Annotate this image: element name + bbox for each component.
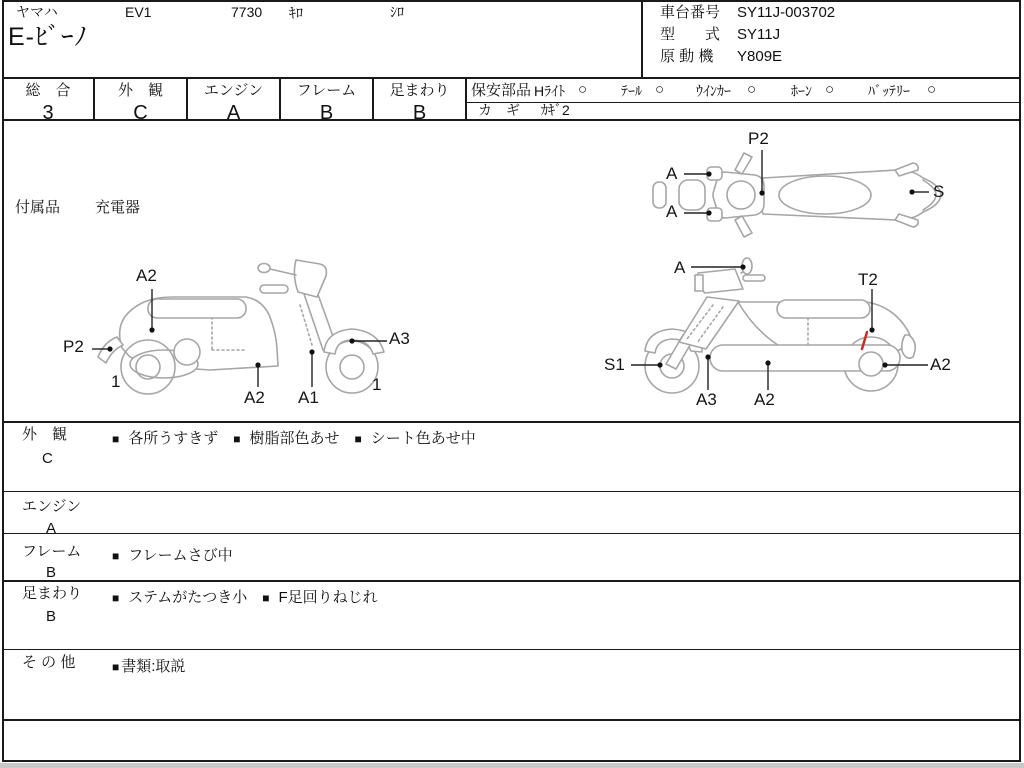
- safety-item-headlight: Hﾗｲﾄ: [534, 83, 566, 99]
- color-code: ｼﾛ: [390, 4, 404, 20]
- scooter-top-view-art: [645, 128, 975, 243]
- check-circle-icon: ○: [747, 81, 757, 98]
- condition-comments: [112, 427, 476, 448]
- bullet-icon: ■: [112, 591, 120, 605]
- condition-label-undercarriage: 足まわり: [22, 585, 83, 602]
- damage-label: A2: [244, 388, 265, 407]
- grade-value: 3: [42, 102, 54, 124]
- grade-cell-undercarriage: [374, 79, 465, 124]
- check-circle-icon: ○: [825, 81, 835, 98]
- section-line: [2, 580, 1020, 582]
- grade-label: 足まわり: [389, 82, 450, 99]
- safety-item-battery: ﾊﾞｯﾃﾘｰ: [868, 83, 910, 99]
- mileage-unit: ｷﾛ: [289, 5, 303, 21]
- maker-name: ヤマハ: [16, 4, 58, 20]
- key-value: ｶｷﾞ2: [541, 102, 570, 118]
- scooter-right-side-art: [595, 245, 1015, 420]
- type-value: SY11J: [737, 26, 781, 43]
- grade-label: フレーム: [296, 82, 357, 99]
- grade-label: エンジン: [203, 82, 264, 99]
- model-code: EV1: [125, 4, 152, 20]
- comment-item: [112, 655, 185, 676]
- damage-label: A1: [298, 388, 319, 407]
- safety-item-winker: ｳｲﾝｶｰ: [696, 83, 731, 99]
- bullet-icon: ■: [262, 591, 270, 605]
- condition-label-engine: エンジン: [22, 498, 82, 515]
- damage-label: A2: [136, 266, 157, 285]
- section-line: [2, 491, 1020, 492]
- safety-item-tail: ﾃｰﾙ: [621, 83, 642, 99]
- damage-label: P2: [748, 129, 769, 148]
- safety-item-horn: ﾎｰﾝ: [791, 83, 812, 99]
- grade-cell-exterior: [95, 79, 186, 124]
- damage-label: S: [933, 182, 945, 201]
- damage-label: S1: [604, 355, 625, 374]
- border-top: [2, 0, 1020, 2]
- damage-label: A2: [754, 390, 775, 409]
- condition-label-exterior: 外 観: [22, 426, 68, 443]
- comment-item: [112, 427, 218, 448]
- section-line: [2, 533, 1020, 534]
- condition-grade: A: [46, 520, 57, 537]
- grade-value: B: [412, 102, 427, 124]
- grade-cell-overall: [3, 79, 93, 124]
- section-line: [2, 421, 1020, 423]
- accessories-value: 充電器: [95, 199, 141, 216]
- section-line: [2, 649, 1020, 650]
- damage-label: A: [666, 202, 678, 221]
- condition-grade: B: [46, 608, 57, 625]
- comment-text: フレームさび中: [128, 547, 233, 564]
- grade-label: 外 観: [117, 82, 163, 99]
- comment-text: 各所うすきず: [128, 430, 219, 447]
- comment-item: [233, 427, 339, 448]
- type-label: 型 式: [660, 26, 721, 43]
- accessories-label: 付属品: [15, 199, 61, 216]
- footer-strip: [0, 763, 1024, 768]
- damage-label: A2: [930, 355, 951, 374]
- key-label: カ ギ: [478, 102, 520, 118]
- scooter-right-side-diagram: [595, 245, 1015, 420]
- scooter-left-side-diagram: [60, 245, 480, 420]
- border-right: [1019, 0, 1021, 762]
- bullet-icon: ■: [354, 432, 362, 446]
- engine-label: 原 動 機: [660, 48, 714, 65]
- comment-text: F足回りねじれ: [278, 589, 378, 606]
- comment-text: 書類:取説: [121, 658, 186, 675]
- mileage-value: 7730: [231, 4, 263, 20]
- grade-value: C: [133, 102, 148, 124]
- grade-label: 総 合: [25, 82, 71, 99]
- bullet-icon: ■: [112, 549, 120, 563]
- header-divider: [641, 0, 643, 77]
- check-circle-icon: ○: [655, 81, 665, 98]
- grade-value: A: [226, 102, 241, 124]
- damage-label: T2: [858, 270, 878, 289]
- damage-label: A: [666, 164, 678, 183]
- border-bottom: [2, 760, 1020, 762]
- section-line: [2, 719, 1020, 721]
- condition-label-frame: フレーム: [22, 543, 82, 560]
- bullet-icon: ■: [112, 432, 120, 446]
- chassis-label: 車台番号: [660, 4, 721, 21]
- damage-label: A: [674, 258, 686, 277]
- condition-comments: [112, 586, 378, 607]
- bullet-icon: ■: [233, 432, 241, 446]
- model-name: E-ﾋﾞｰﾉ: [8, 23, 89, 51]
- bullet-icon: ■: [112, 660, 120, 674]
- grade-divider: [465, 77, 467, 121]
- comment-item: [112, 586, 247, 607]
- comment-text: ステムがたつき小: [128, 589, 248, 606]
- comment-text: シート色あせ中: [370, 430, 476, 447]
- engine-value: Y809E: [737, 48, 783, 65]
- condition-comments: [112, 544, 233, 565]
- check-circle-icon: ○: [578, 81, 588, 98]
- chassis-value: SY11J-003702: [737, 4, 836, 21]
- check-circle-icon: ○: [927, 81, 937, 98]
- scooter-top-view-diagram: [645, 128, 975, 243]
- condition-label-other: そ の 他: [22, 654, 76, 671]
- grade-value: B: [319, 102, 334, 124]
- grade-cell-engine: [188, 79, 279, 124]
- safety-parts-label: 保安部品: [471, 82, 532, 99]
- damage-label: P2: [63, 337, 84, 356]
- comment-text: 樹脂部色あせ: [249, 430, 340, 447]
- scooter-left-side-art: [60, 245, 480, 420]
- grade-cell-frame: [281, 79, 372, 124]
- comment-item: [262, 586, 377, 607]
- condition-grade: C: [42, 450, 53, 467]
- comment-item: [112, 544, 233, 565]
- condition-comments: [112, 655, 185, 676]
- damage-label: A3: [696, 390, 717, 409]
- comment-item: [355, 427, 476, 448]
- damage-label: 1: [111, 372, 121, 391]
- condition-grade: B: [46, 564, 57, 581]
- damage-label: A3: [389, 329, 410, 348]
- damage-label: 1: [372, 375, 382, 394]
